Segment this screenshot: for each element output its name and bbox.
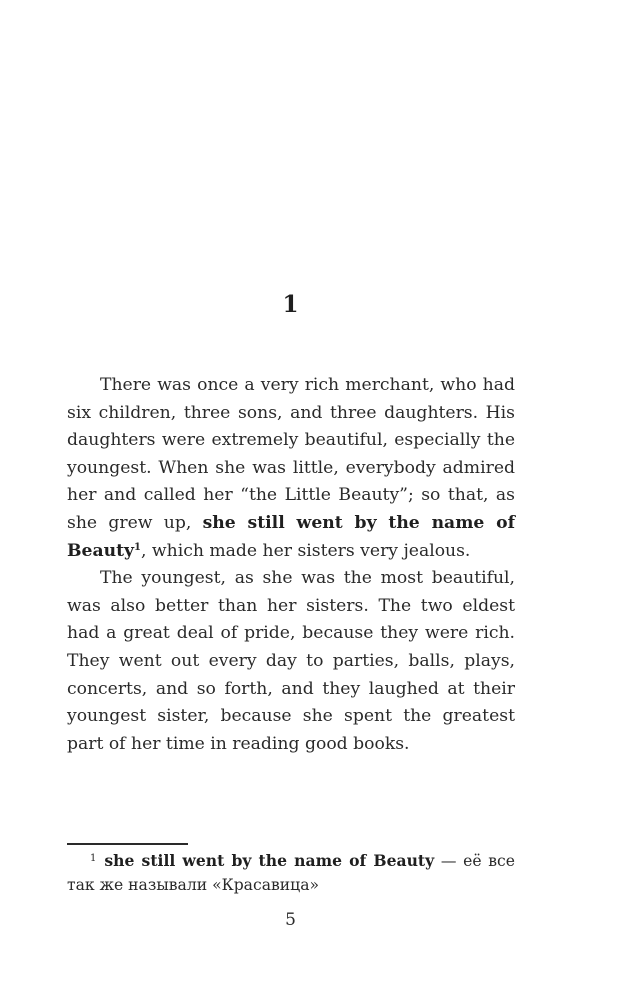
paragraph-2: The youngest, as she was the most beautiful, was also better than her sisters. The two eldest had a great deal of pride, because they were rich. They went out every day to parties, balls, plays, concerts, and so forth, and they laughed at their youngest sister, because she spent the greatest part of her time in reading good books. (67, 568, 515, 754)
paragraph-1-text-after: , which made her sisters very jealous. (141, 540, 471, 561)
footnote-reference[interactable]: 1 (134, 541, 141, 553)
footnote-mark: 1 (90, 853, 97, 864)
paragraph-1-text-before: There was once a very rich merchant, who had six children, three sons, and three daughters. His daughters were extremely beautiful, especially the youngest. When she was little, everybody admired her and called her “the Little Beauty”; so that, as she grew up, (67, 375, 515, 533)
paragraph-1-bold-phrase: she still went by the name of Beauty (67, 512, 515, 561)
footnote-term: she still went by the name of Beauty (104, 851, 435, 870)
footnote-translation: — её все так же называли «Красавица» (67, 852, 515, 894)
chapter-number: 1 (282, 291, 299, 318)
body-text (67, 372, 515, 758)
footnote-divider (67, 843, 188, 845)
footnote (67, 849, 515, 897)
page-number: 5 (285, 910, 296, 930)
paragraph-1 (67, 372, 515, 565)
